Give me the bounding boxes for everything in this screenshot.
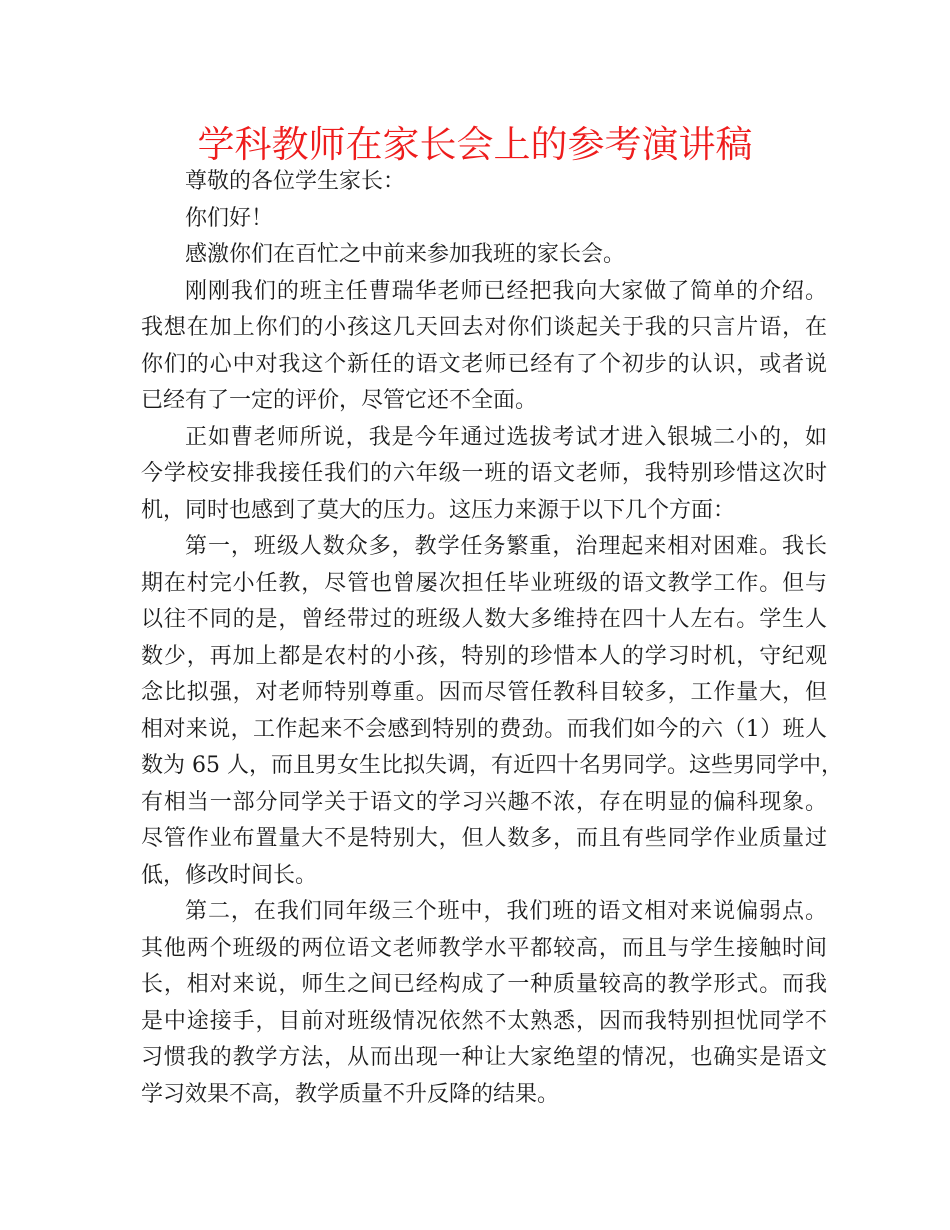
body-line: 期在村完小任教，尽管也曾屡次担任毕业班级的语文教学工作。但与	[141, 570, 827, 596]
body-line: 数为 65 人，而且男女生比拟失调，有近四十名男同学。这些男同学中，	[141, 753, 843, 778]
body-line: 尊敬的各位学生家长：	[185, 169, 406, 194]
body-line: 已经有了一定的评价，尽管它还不全面。	[141, 388, 538, 413]
body-line: 你们的心中对我这个新任的语文老师已经有了个初步的认识，或者说	[141, 351, 827, 377]
body-line: 尽管作业布置量大不是特别大，但人数多，而且有些同学作业质量过	[141, 826, 827, 851]
body-line: 其他两个班级的两位语文老师教学水平都较高，而且与学生接触时间	[141, 935, 827, 961]
body-line: 感激你们在百忙之中前来参加我班的家长会。	[185, 242, 626, 267]
body-line: 相对来说，工作起来不会感到特别的费劲。而我们如今的六（1）班人	[141, 716, 827, 742]
body-line: 刚刚我们的班主任曹瑞华老师已经把我向大家做了简单的介绍。	[185, 278, 827, 304]
body-line: 学习效果不高，教学质量不升反降的结果。	[141, 1081, 560, 1107]
document-title: 学科教师在家长会上的参考演讲稿	[197, 123, 753, 166]
body-line: 我想在加上你们的小孩这几天回去对你们谈起关于我的只言片语，在	[141, 315, 827, 340]
body-line: 正如曹老师所说，我是今年通过选拔考试才进入银城二小的，如	[185, 424, 827, 450]
document-body	[141, 164, 843, 1113]
body-line: 以往不同的是，曾经带过的班级人数大多维持在四十人左右。学生人	[141, 607, 827, 632]
body-line: 机，同时也感到了莫大的压力。这压力来源于以下几个方面：	[141, 497, 736, 523]
body-line: 是中途接手，目前对班级情况依然不太熟悉，因而我特别担忧同学不	[141, 1008, 827, 1034]
body-line: 有相当一部分同学关于语文的学习兴趣不浓，存在明显的偏科现象。	[141, 789, 827, 815]
body-line: 长，相对来说，师生之间已经构成了一种质量较高的教学形式。而我	[141, 972, 827, 997]
body-line: 念比拟强，对老师特别尊重。因而尽管任教科目较多，工作量大，但	[141, 680, 827, 705]
body-line: 习惯我的教学方法，从而出现一种让大家绝望的情况，也确实是语文	[141, 1045, 827, 1070]
body-line: 第二，在我们同年级三个班中，我们班的语文相对来说偏弱点。	[185, 899, 827, 924]
body-line: 第一，班级人数众多，教学任务繁重，治理起来相对困难。我长	[185, 534, 827, 559]
body-line: 数少，再加上都是农村的小孩，特别的珍惜本人的学习时机，守纪观	[141, 643, 827, 669]
body-line: 低，修改时间长。	[141, 862, 318, 888]
body-line: 今学校安排我接任我们的六年级一班的语文老师，我特别珍惜这次时	[141, 461, 827, 486]
body-line: 你们好！	[185, 205, 274, 231]
